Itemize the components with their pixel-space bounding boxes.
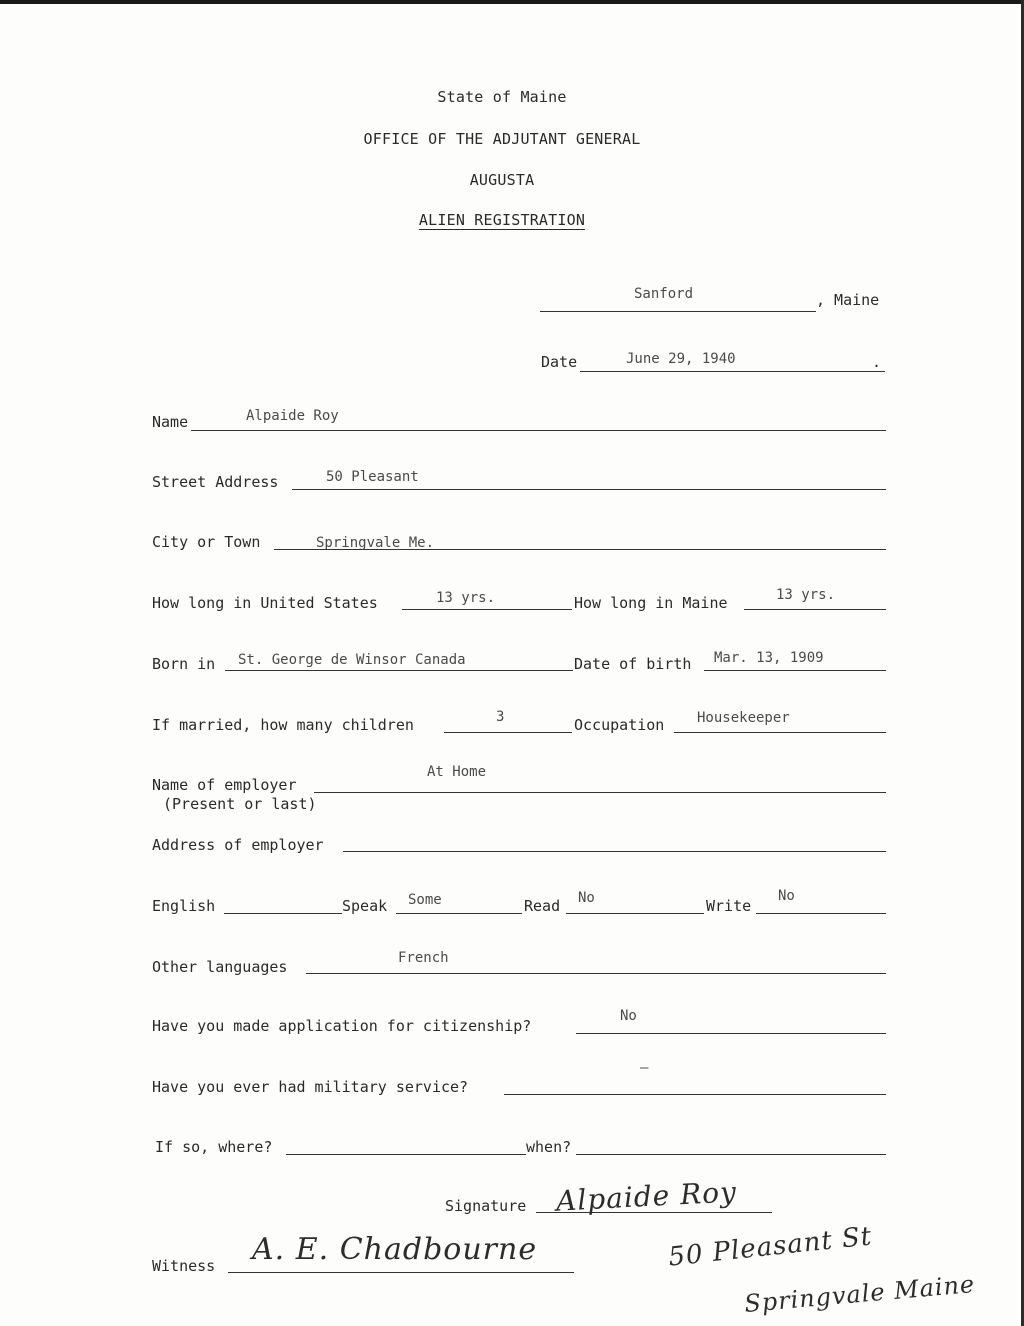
write-value: No	[778, 888, 795, 904]
how-long-maine-value: 13 yrs.	[776, 587, 836, 603]
employer-sublabel: (Present or last)	[163, 795, 317, 813]
employer-value: At Home	[427, 764, 487, 780]
children-line	[444, 732, 572, 733]
how-long-us-line	[402, 609, 572, 610]
dob-value: Mar. 13, 1909	[714, 650, 824, 666]
date-value: June 29, 1940	[626, 351, 736, 367]
city-heading: AUGUSTA	[469, 171, 535, 189]
employer-label: Name of employer	[152, 776, 297, 794]
how-long-us-label: How long in United States	[152, 594, 378, 612]
where-line	[286, 1154, 526, 1155]
street-value: 50 Pleasant	[326, 469, 419, 485]
scan-edge-top	[0, 0, 1024, 4]
children-label: If married, how many children	[152, 716, 414, 734]
citizenship-label: Have you made application for citizenship?	[152, 1017, 532, 1035]
place-value: Sanford	[634, 286, 694, 302]
read-line	[566, 913, 704, 914]
military-label: Have you ever had military service?	[152, 1078, 469, 1096]
speak-label: Speak	[342, 897, 388, 915]
city-value: Springvale Me.	[316, 535, 435, 551]
street-line	[292, 489, 886, 490]
read-label: Read	[524, 897, 561, 915]
name-label: Name	[152, 413, 189, 431]
how-long-maine-line	[744, 609, 886, 610]
witness-address-line1: 50 Pleasant St	[666, 1221, 874, 1273]
children-value: 3	[496, 709, 505, 725]
speak-value: Some	[408, 892, 442, 908]
speak-line	[396, 913, 522, 914]
street-label: Street Address	[152, 473, 279, 491]
employer-line	[314, 792, 886, 793]
witness-label: Witness	[152, 1257, 216, 1275]
other-languages-label: Other languages	[152, 958, 288, 976]
signature-label: Signature	[445, 1197, 527, 1215]
form-title: ALIEN REGISTRATION	[418, 211, 586, 229]
born-in-line	[225, 670, 573, 671]
military-value: —	[640, 1060, 649, 1076]
date-label: Date	[541, 353, 578, 371]
date-line	[580, 371, 885, 372]
dob-label: Date of birth	[574, 655, 692, 673]
how-long-us-value: 13 yrs.	[436, 590, 496, 606]
state-heading: State of Maine	[437, 88, 567, 106]
city-line	[274, 549, 886, 550]
dob-line	[704, 670, 886, 671]
write-line	[756, 913, 886, 914]
citizenship-value: No	[620, 1008, 637, 1024]
other-languages-line	[306, 973, 886, 974]
date-end: .	[872, 353, 882, 371]
read-value: No	[578, 890, 595, 906]
born-in-value: St. George de Winsor Canada	[238, 652, 466, 668]
name-value: Alpaide Roy	[246, 408, 339, 424]
city-label: City or Town	[152, 533, 261, 551]
military-line	[504, 1094, 886, 1095]
other-languages-value: French	[398, 950, 449, 966]
occupation-line	[674, 732, 886, 733]
occupation-value: Housekeeper	[697, 710, 790, 726]
office-heading: OFFICE OF THE ADJUTANT GENERAL	[363, 130, 641, 148]
employer-address-label: Address of employer	[152, 836, 324, 854]
place-suffix: , Maine	[816, 291, 880, 309]
name-line	[191, 430, 886, 431]
write-label: Write	[706, 897, 752, 915]
english-label: English	[152, 897, 216, 915]
born-in-label: Born in	[152, 655, 216, 673]
when-line	[576, 1154, 886, 1155]
occupation-label: Occupation	[574, 716, 665, 734]
signature-handwriting: Alpaide Roy	[555, 1175, 738, 1218]
witness-address-line2: Springvale Maine	[743, 1269, 977, 1319]
where-label: If so, where?	[155, 1138, 273, 1156]
place-line	[540, 311, 816, 312]
employer-address-line	[343, 851, 886, 852]
how-long-maine-label: How long in Maine	[574, 594, 728, 612]
english-line	[224, 913, 342, 914]
witness-line	[228, 1272, 574, 1273]
witness-handwriting: A. E. Chadbourne	[252, 1232, 538, 1267]
citizenship-line	[576, 1033, 886, 1034]
when-label: when?	[526, 1138, 572, 1156]
